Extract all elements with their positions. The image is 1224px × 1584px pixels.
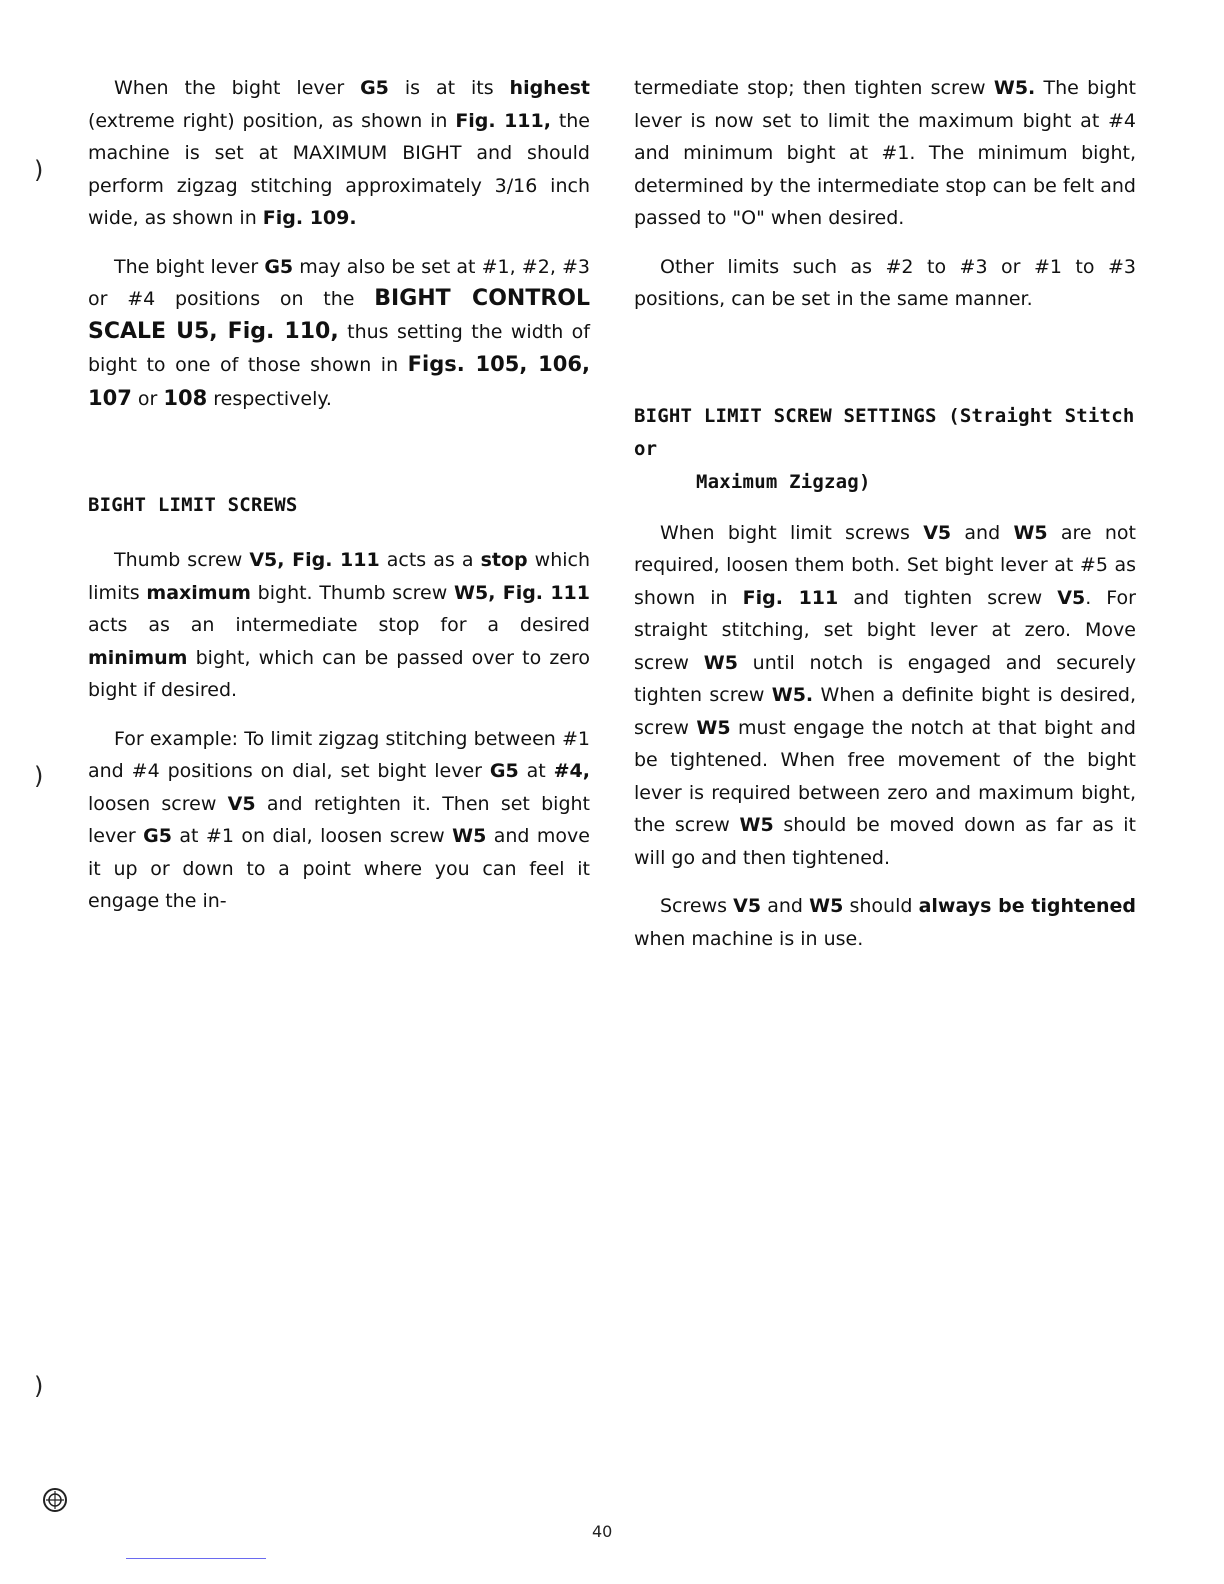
paragraph-screw-settings: When bight limit screws V5 and W5 are not required, loosen them both. Set bight lever at #5 as shown in Fig. 111 and tighten screw V5. For straight stitching, set bight lever at zero. Move screw W5 until notch is engaged and securely tighten screw W5. When a definite bight is desired, screw W5 must engage the notch at that bight and be tightened. When free movement of the bight lever is required between zero and maximum bight, the screw W5 should be moved down as far as it will go and then tightened. — [634, 521, 1137, 869]
right-column — [634, 72, 1136, 955]
paragraph-bight-positions: The bight lever G5 may also be set at #1, #2, #3 or #4 positions on the BIGHT CONTROL SCALE U5, Fig. 110, thus setting the width of bight to one of those shown in Figs. 105, 106, 107 or 108 respectively. — [88, 255, 590, 410]
paragraph-intermediate-stop: termediate stop; then tighten screw W5. The bight lever is now set to limit the maximum bight at #4 and minimum bight at #1. The minimum bight, determined by the intermediate stop can be felt and passed to "O" when desired. — [634, 77, 1137, 229]
footer-rule — [126, 1558, 266, 1559]
left-column — [88, 72, 590, 918]
paragraph-bight-highest: When the bight lever G5 is at its highest (extreme right) position, as shown in Fig. 111, the machine is set at MAXIMUM BIGHT and should perform zigzag stitching approximately 3/16 inch wide, as shown in Fig. 109. — [88, 77, 590, 229]
page-number: 40 — [592, 1522, 613, 1541]
paragraph-other-limits: Other limits such as #2 to #3 or #1 to #3 positions, can be set in the same manner. — [634, 255, 1136, 310]
paragraph-example: For example: To limit zigzag stitching between #1 and #4 positions on dial, set bight lever G5 at #4, loosen screw V5 and retighten it. Then set bight lever G5 at #1 on dial, loosen screw W5 and move it up or down to a point where you can feel it engage the in- — [88, 727, 590, 912]
paragraph-always-tightened: Screws V5 and W5 should always be tightened when machine is in use. — [634, 895, 1136, 950]
company-seal-icon — [42, 1487, 68, 1513]
paragraph-thumb-screw: Thumb screw V5, Fig. 111 acts as a stop which limits maximum bight. Thumb screw W5, Fig. 111 acts as an intermediate stop for a desired minimum bight, which can be passed over to zero bight if desired. — [88, 549, 591, 701]
margin-mark: ) — [34, 762, 44, 790]
section-heading-bight-limit-screws: BIGHT LIMIT SCREWS — [88, 494, 298, 516]
margin-mark: ) — [34, 156, 44, 184]
section-heading-screw-settings: BIGHT LIMIT SCREW SETTINGS (Straight Stitch or Maximum Zigzag) — [634, 404, 1135, 493]
margin-mark: ) — [34, 1372, 44, 1400]
